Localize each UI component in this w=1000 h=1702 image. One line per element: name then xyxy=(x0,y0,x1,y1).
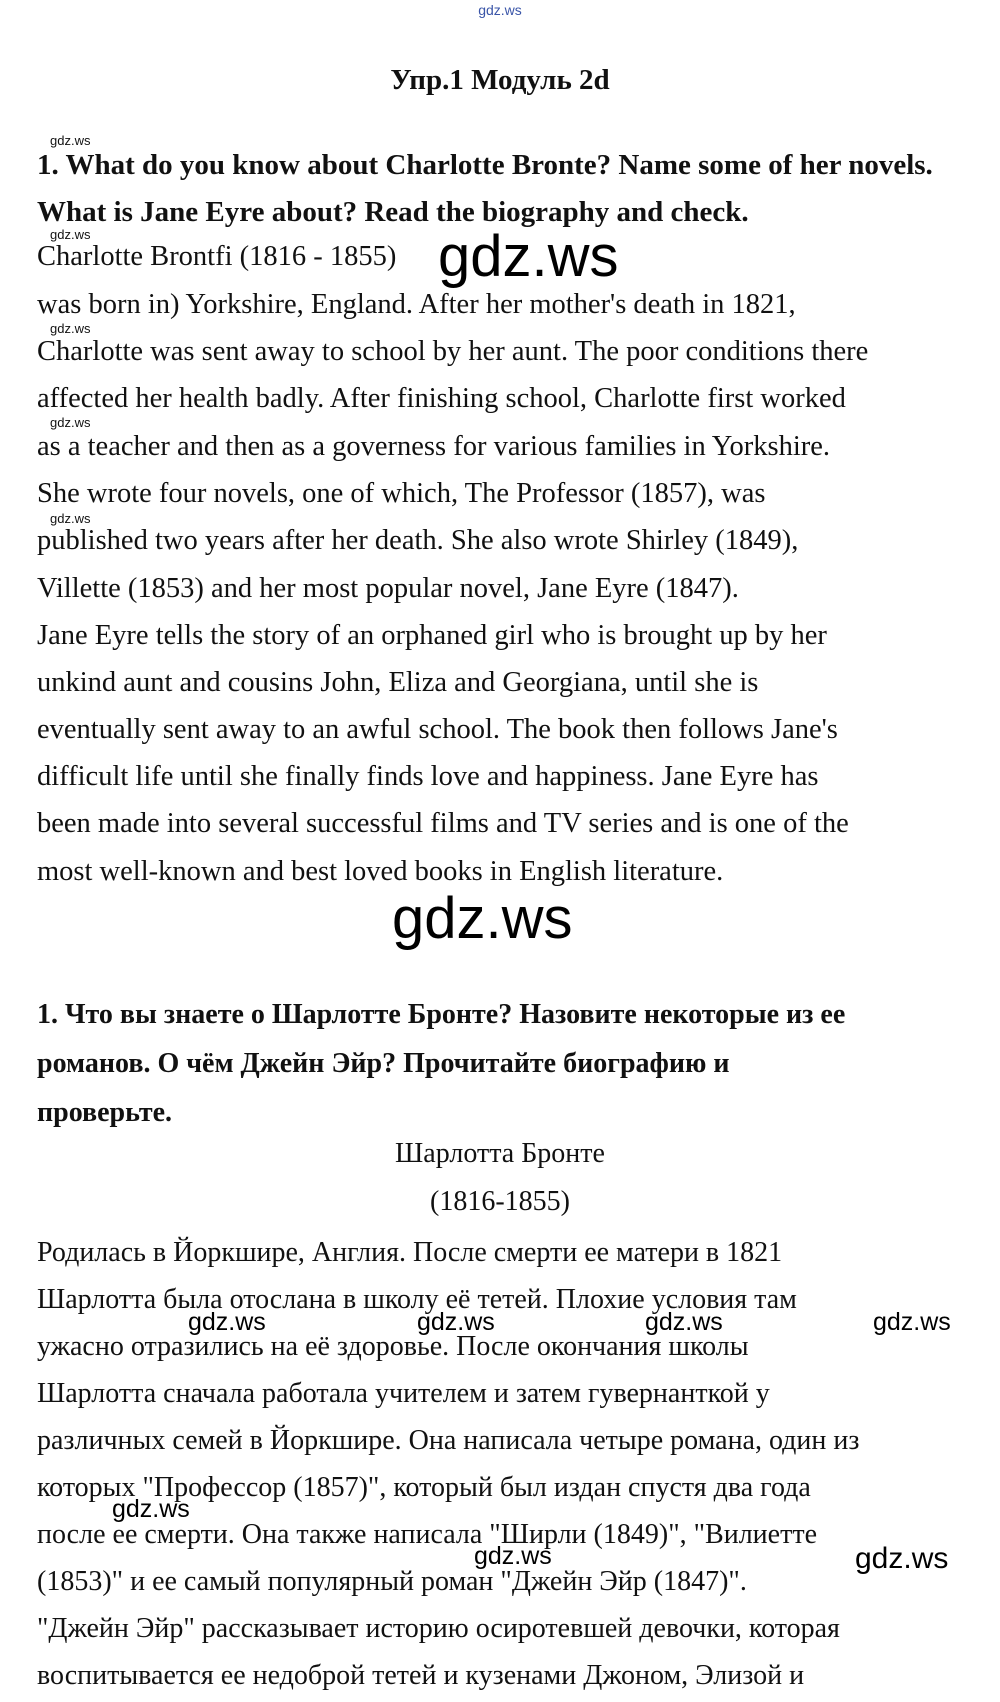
russian-text-line: Шарлотта сначала работала учителем и затем гувернанткой у xyxy=(37,1378,770,1409)
russian-text-line: "Джейн Эйр" рассказывает историю осиротевшей девочки, которая xyxy=(37,1613,840,1644)
russian-text-line: после ее смерти. Она также написала "Ширли (1849)", "Вилиетте xyxy=(37,1519,817,1550)
english-text-line: Charlotte was sent away to school by her aunt. The poor conditions there xyxy=(37,336,869,367)
english-text-line: affected her health badly. After finishing school, Charlotte first worked xyxy=(37,383,846,414)
english-text-line: published two years after her death. She also wrote Shirley (1849), xyxy=(37,525,799,556)
watermark-medium: gdz.ws xyxy=(645,1308,723,1336)
english-text-line: She wrote four novels, one of which, The Professor (1857), was xyxy=(37,478,766,509)
english-text-line: as a teacher and then as a governess for various families in Yorkshire. xyxy=(37,431,831,462)
watermark-small: gdz.ws xyxy=(50,227,91,242)
english-text-line: been made into several successful films and TV series and is one of the xyxy=(37,808,849,839)
english-text-line: eventually sent away to an awful school. The book then follows Jane's xyxy=(37,714,838,745)
watermark-medium: gdz.ws xyxy=(188,1308,266,1336)
english-text-line: Charlotte Brontfi (1816 - 1855) xyxy=(37,241,397,272)
russian-question-heading xyxy=(37,990,959,1137)
english-text-line: Jane Eyre tells the story of an orphaned girl who is brought up by her xyxy=(37,620,827,651)
english-text-line: difficult life until she finally finds love and happiness. Jane Eyre has xyxy=(37,761,819,792)
watermark-small: gdz.ws xyxy=(50,415,91,430)
watermark-top: gdz.ws xyxy=(478,2,522,18)
english-text-line: unkind aunt and cousins John, Eliza and Georgiana, until she is xyxy=(37,667,759,698)
russian-text-line: ужасно отразились на её здоровье. После окончания школы xyxy=(37,1331,749,1362)
russian-text-line: которых "Профессор (1857)", который был издан спустя два года xyxy=(37,1472,811,1503)
russian-text-line: воспитывается ее недоброй тетей и кузенами Джоном, Элизой и xyxy=(37,1660,805,1691)
russian-text-line: Родилась в Йоркшире, Англия. После смерти ее матери в 1821 xyxy=(37,1237,783,1268)
watermark-medium: gdz.ws xyxy=(417,1308,495,1336)
russian-biography-name: Шарлотта Бронте xyxy=(395,1138,605,1169)
watermark-large: gdz.ws xyxy=(392,886,573,951)
russian-heading-line: романов. О чём Джейн Эйр? Прочитайте биографию и xyxy=(37,1048,730,1079)
russian-text-line: различных семей в Йоркшире. Она написала четыре романа, один из xyxy=(37,1425,860,1456)
russian-heading-line: проверьте. xyxy=(37,1097,173,1128)
english-text-line: most well-known and best loved books in English literature. xyxy=(37,856,724,887)
watermark-small: gdz.ws xyxy=(50,133,91,148)
russian-biography-years: (1816-1855) xyxy=(430,1186,570,1217)
page-title: Упр.1 Модуль 2d xyxy=(390,64,610,96)
english-question-heading: 1. What do you know about Charlotte Bronte? Name some of her novels. What is Jane Eyre about? Read the biography and check. xyxy=(37,149,933,228)
watermark-small: gdz.ws xyxy=(50,511,91,526)
english-text-line: was born in) Yorkshire, England. After her mother's death in 1821, xyxy=(37,289,796,320)
english-text-line: Villette (1853) and her most popular novel, Jane Eyre (1847). xyxy=(37,573,739,604)
watermark-medium: gdz.ws xyxy=(112,1495,190,1523)
watermark-medium: gdz.ws xyxy=(855,1542,949,1575)
russian-text-line: (1853)" и ее самый популярный роман "Джейн Эйр (1847)". xyxy=(37,1566,747,1597)
russian-text-line: Шарлотта была отослана в школу её тетей. Плохие условия там xyxy=(37,1284,797,1315)
watermark-medium: gdz.ws xyxy=(873,1308,951,1336)
watermark-large: gdz.ws xyxy=(438,224,619,289)
watermark-medium: gdz.ws xyxy=(474,1542,552,1570)
watermark-small: gdz.ws xyxy=(50,321,91,336)
russian-heading-line: 1. Что вы знаете о Шарлотте Бронте? Назовите некоторые из ее xyxy=(37,999,846,1030)
